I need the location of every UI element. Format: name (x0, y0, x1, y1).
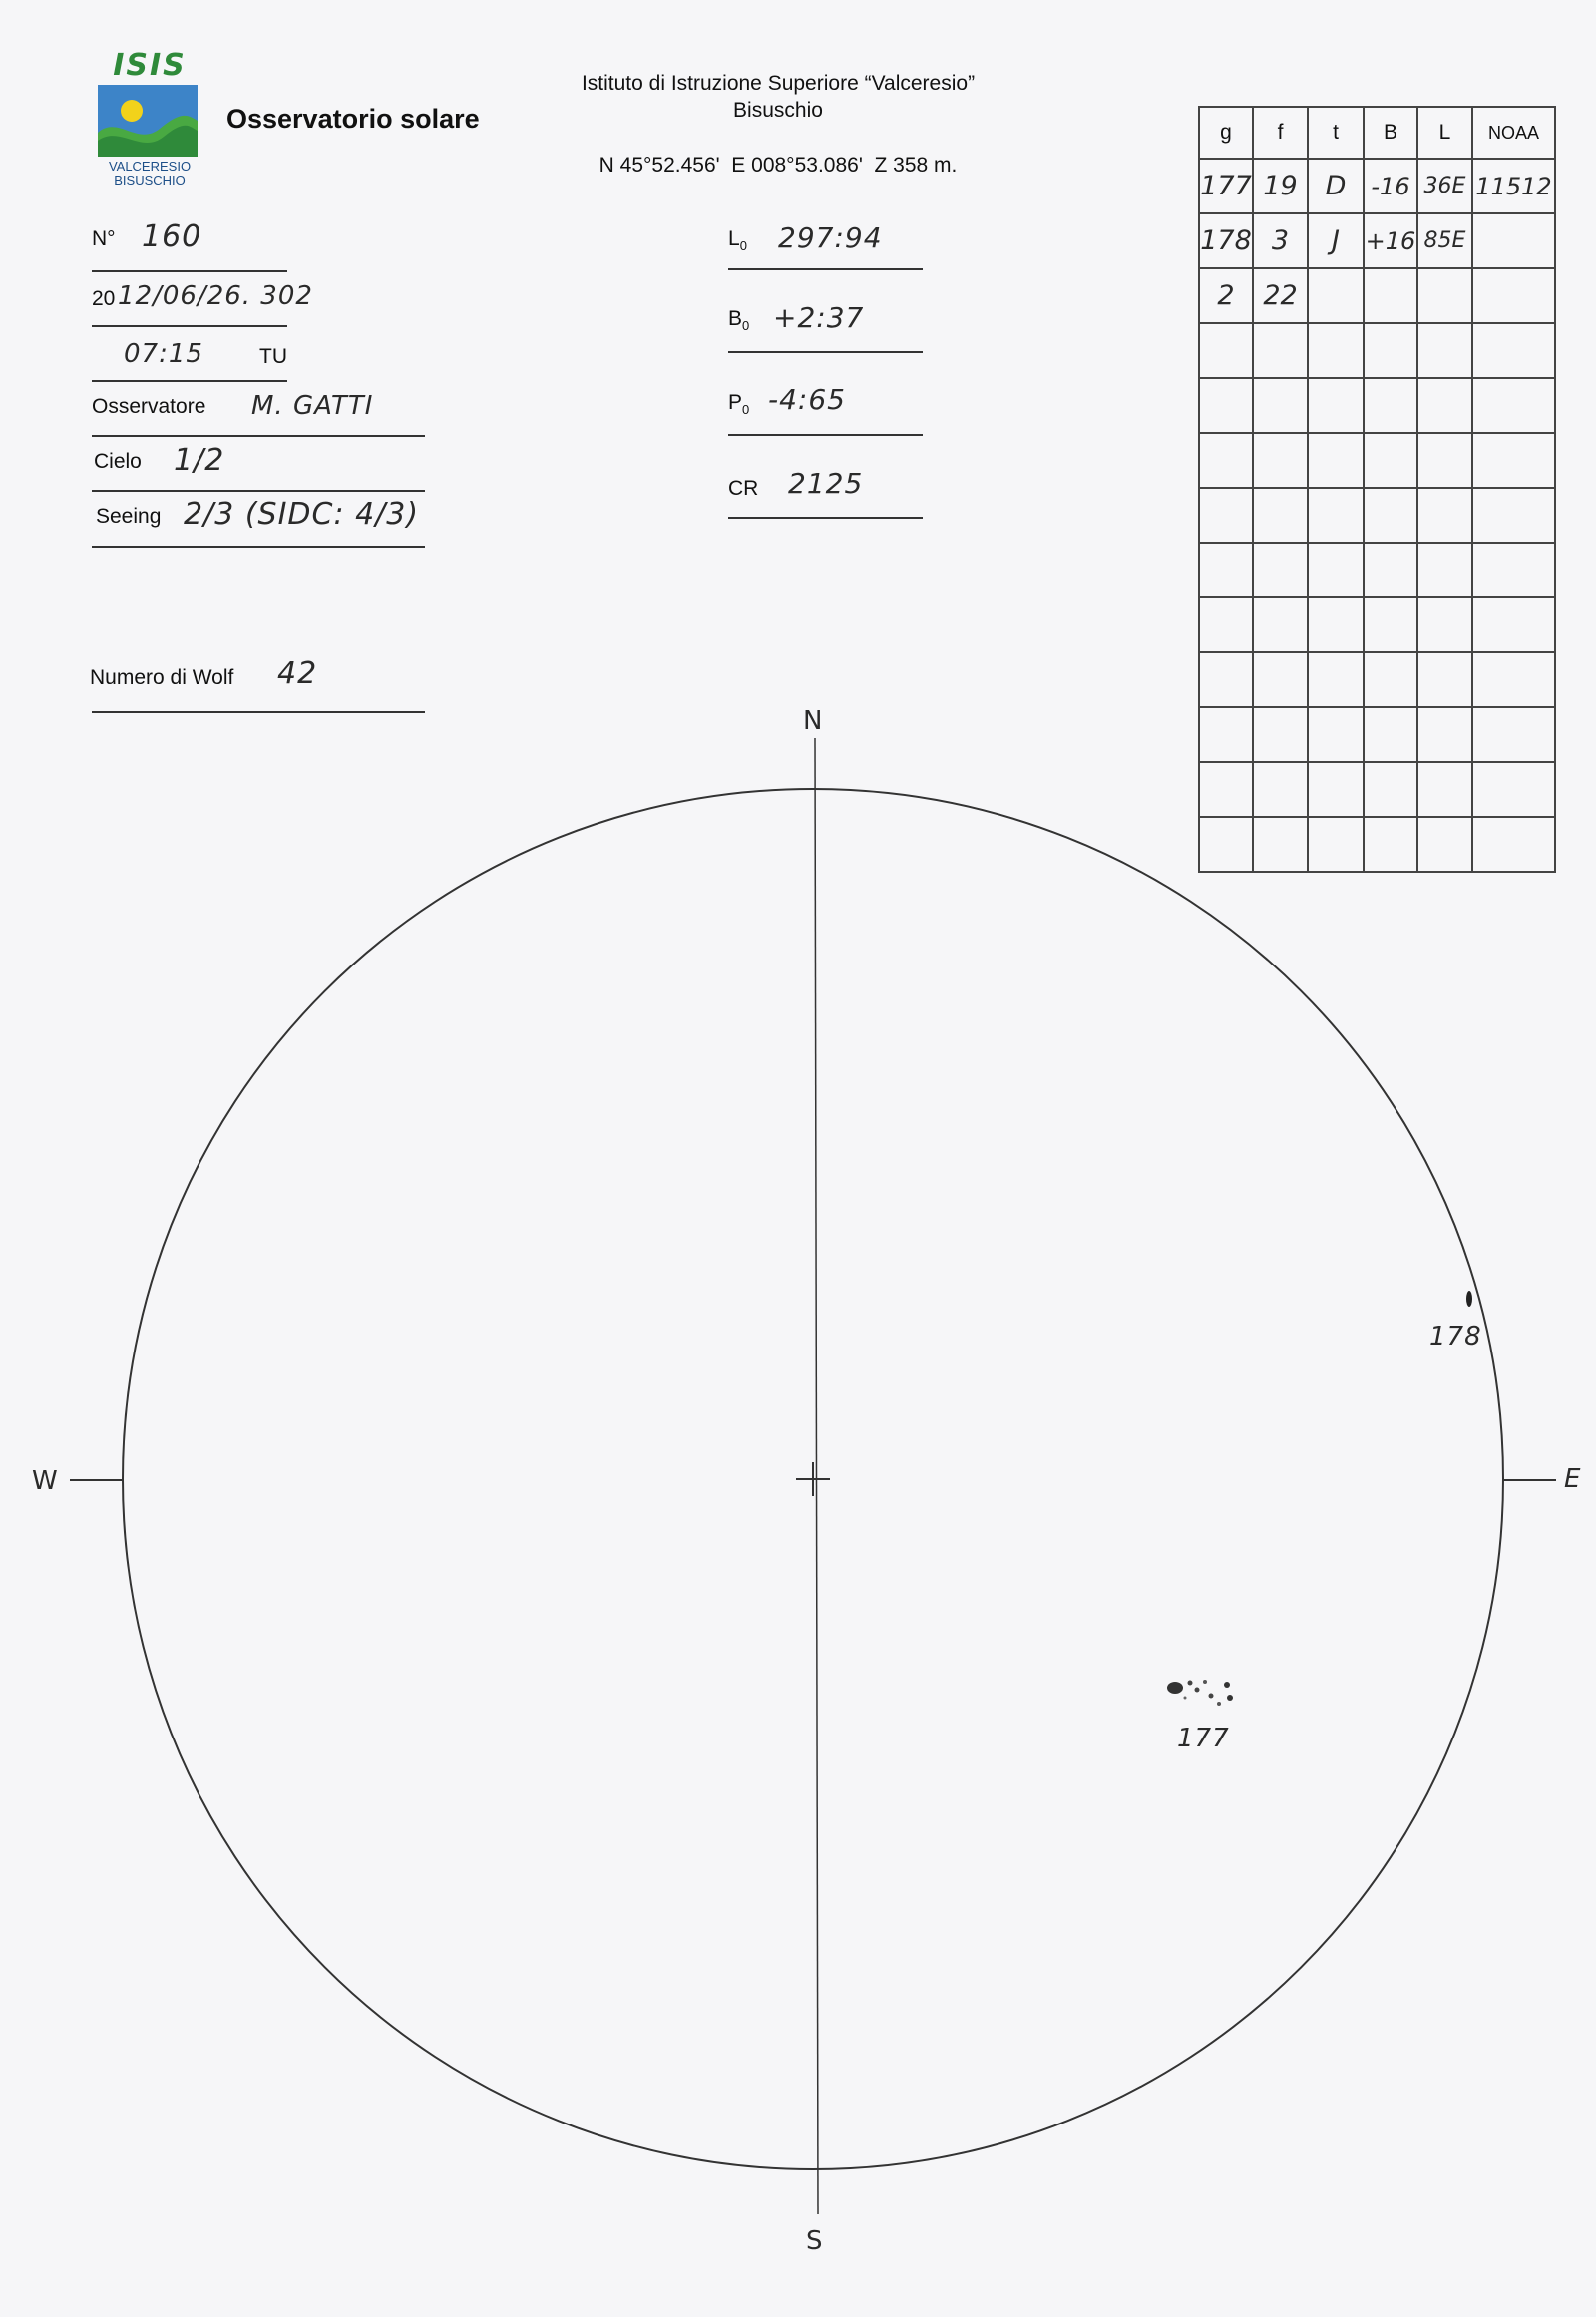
p0-letter: P (728, 391, 743, 414)
cell-t: D (1308, 159, 1364, 213)
p0-subscript: 0 (742, 402, 750, 418)
west-label: W (32, 1466, 59, 1496)
cell-l: 85E (1417, 213, 1472, 268)
time-unit: TU (259, 345, 287, 368)
sunspot-177-spot (1209, 1694, 1214, 1699)
cr-value: 2125 (788, 467, 864, 500)
logo-line-2: BISUSCHIO (114, 173, 186, 188)
date-prefix: 20 (92, 287, 116, 310)
group-label-177: 177 (1177, 1724, 1230, 1753)
p0-value: -4:65 (768, 383, 846, 416)
cr-label: CR (728, 477, 759, 500)
cell-f: 3 (1253, 213, 1308, 268)
sunspot-group-177 (1167, 1680, 1233, 1706)
page-title: Osservatorio solare (226, 104, 480, 134)
cell-noaa: 11512 (1472, 159, 1555, 213)
l0-letter: L (728, 227, 740, 250)
number-label: N° (92, 227, 116, 250)
sunspot-177-spot (1217, 1702, 1221, 1706)
sunspot-177-leader (1167, 1682, 1183, 1694)
north-south-axis (815, 738, 818, 2214)
cell-g: 177 (1199, 159, 1253, 213)
sunspot-177-spot (1227, 1695, 1233, 1701)
cell-g: 178 (1199, 213, 1253, 268)
sunspot-177-spot (1224, 1682, 1230, 1688)
header-t: t (1308, 107, 1364, 159)
sky-label: Cielo (94, 450, 142, 473)
date-value: 12/06/26. 302 (118, 281, 313, 311)
logo-wordmark: ISIS (113, 48, 187, 83)
cell-g: 2 (1199, 268, 1253, 323)
b0-letter: B (728, 307, 743, 330)
b0-subscript: 0 (742, 318, 750, 334)
cell-t: J (1308, 213, 1364, 268)
sunspot-177-spot (1184, 1697, 1187, 1700)
observer-value: M. GATTI (251, 391, 374, 421)
time-value: 07:15 (124, 339, 203, 369)
wolf-value: 42 (277, 656, 318, 691)
sunspot-178 (1466, 1291, 1472, 1307)
header-g: g (1199, 107, 1253, 159)
sky-value: 1/2 (174, 443, 225, 478)
logo-line-1: VALCERESIO (108, 159, 192, 174)
institute-line-2: Bisuschio (733, 99, 823, 122)
observer-label: Osservatore (92, 395, 206, 418)
cell-b: +16 (1364, 213, 1417, 268)
south-label: S (806, 2226, 824, 2256)
institute-line-1: Istituto di Istruzione Superiore “Valceresio” (581, 72, 976, 95)
header-b: B (1364, 107, 1417, 159)
cell-f: 19 (1253, 159, 1308, 213)
l0-value: 297:94 (778, 221, 883, 254)
cell-b: -16 (1364, 159, 1417, 213)
seeing-label: Seeing (96, 505, 162, 528)
observatory-coordinates: N 45°52.456' E 008°53.086' Z 358 m. (598, 154, 958, 177)
number-value: 160 (142, 219, 202, 254)
sunspot-177-spot (1203, 1680, 1207, 1684)
header-f: f (1253, 107, 1308, 159)
header-noaa: NOAA (1472, 107, 1555, 159)
sunspot-177-spot (1188, 1681, 1193, 1686)
l0-subscript: 0 (739, 238, 747, 254)
header-l: L (1417, 107, 1472, 159)
cell-f: 22 (1253, 268, 1308, 323)
north-label: N (803, 706, 824, 736)
seeing-value: 2/3 (SIDC: 4/3) (184, 497, 420, 532)
b0-value: +2:37 (773, 301, 865, 334)
sunspot-177-spot (1195, 1688, 1200, 1693)
east-label: E (1564, 1464, 1582, 1494)
wolf-label: Numero di Wolf (90, 666, 234, 689)
group-label-178: 178 (1429, 1322, 1482, 1352)
cell-l: 36E (1417, 159, 1472, 213)
